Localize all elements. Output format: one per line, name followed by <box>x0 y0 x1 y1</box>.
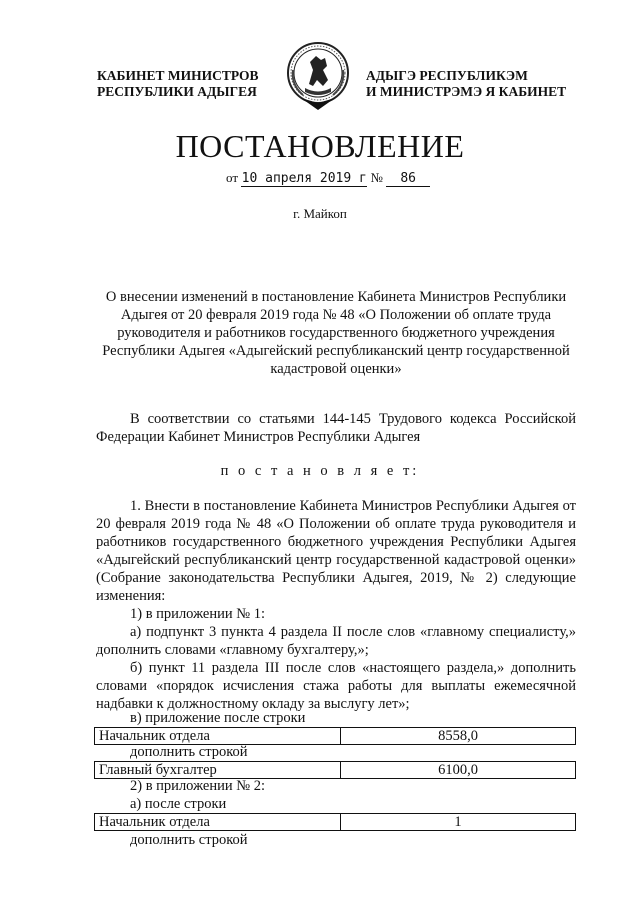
table-cell-position: Начальник отдела <box>95 814 341 831</box>
table-cell-value: 6100,0 <box>341 762 576 779</box>
document-number: 86 <box>386 171 430 187</box>
document-subject: О внесении изменений в постановление Кабинета Министров Республики Адыгея от 20 февраля 2019 года № 48 «О Положении об оплате труда руководителя и работников государственного бюджетного учреждения Республики Адыгея «Адыгейский республиканский центр государственной кадастровой оценки» <box>102 289 570 377</box>
preamble: В соответствии со статьями 144-145 Трудового кодекса Российской Федерации Кабинет Министров Республики Адыгея <box>96 411 576 445</box>
paragraph-1-1-a: а) подпункт 3 пункта 4 раздела II после слов «главному специалисту,» дополнить словами «главному бухгалтеру,»; <box>96 624 576 658</box>
postanovlyaet: п о с т а н о в л я е т: <box>220 463 420 479</box>
paragraph-1: 1. Внести в постановление Кабинета Министров Республики Адыгея от 20 февраля 2019 года № 48 «О Положении об оплате труда руководителя и работников государственного бюджетного учреждения Республики Адыгея «Адыгейский республиканский центр государственной кадастровой оценки» (Собрание законодательства Республики Адыгея, 2019, № 2) следующие изменения: <box>96 498 576 604</box>
document-date: 10 апреля 2019 г <box>241 171 367 186</box>
paragraph-1-1-b: б) пункт 11 раздела III после слов «настоящего раздела,» дополнить словами «порядок исчисления стажа работы для выплаты ежемесячной надбавки к должностному окладу за выслугу лет»; <box>96 660 576 712</box>
add-row-note-2: дополнить строкой <box>130 832 248 848</box>
table-row-3 <box>94 813 576 831</box>
header-right-line1: АДЫГЭ РЕСПУБЛИКЭМ <box>366 68 528 83</box>
header-right <box>366 68 566 100</box>
paragraph-1-1: 1) в приложении № 1: <box>130 606 265 622</box>
table-cell-position: Главный бухгалтер <box>95 762 341 779</box>
city: г. Майкоп <box>293 206 347 221</box>
table-cell-position: Начальник отдела <box>95 728 341 745</box>
header-right-line2: И МИНИСТРЭМЭ Я КАБИНЕТ <box>366 84 567 99</box>
paragraph-1-1-v: в) приложение после строки <box>130 710 306 726</box>
table-cell-value: 8558,0 <box>341 728 576 745</box>
header-left-line2: РЕСПУБЛИКИ АДЫГЕЯ <box>97 84 257 99</box>
table-cell-value: 1 <box>341 814 576 831</box>
header-left <box>97 68 259 100</box>
document-title: ПОСТАНОВЛЕНИЕ <box>175 128 465 164</box>
date-from-label: от <box>226 170 239 185</box>
header-left-line1: КАБИНЕТ МИНИСТРОВ <box>97 68 259 83</box>
number-label: № <box>370 170 383 185</box>
date-line <box>226 170 430 187</box>
coat-of-arms-emblem <box>283 40 353 112</box>
add-row-note-1: дополнить строкой <box>130 744 248 760</box>
paragraph-1-2: 2) в приложении № 2: <box>130 778 265 794</box>
paragraph-1-2-a: а) после строки <box>130 796 227 812</box>
